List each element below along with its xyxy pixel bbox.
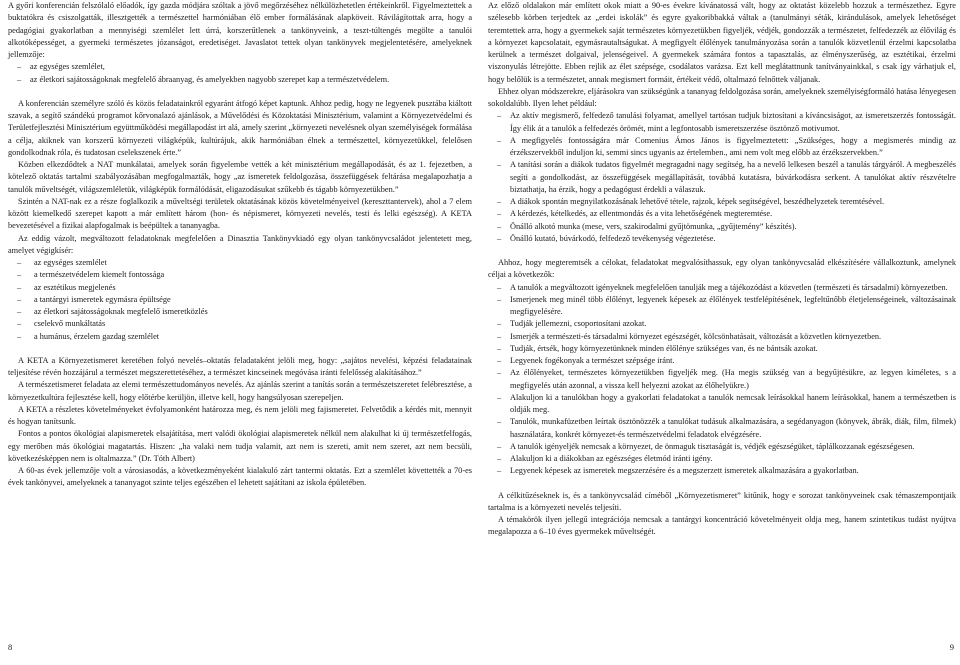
list-item: – Az élőlényeket, természetes környezetükben figyeljék meg. (Ha megis szükség van a begyűjtésükre, az legyen kíméletes, s a megfigyelés után azonnal, a vissza kell helyezni azokat az élőhelyükre.) [510, 367, 956, 392]
list-item: – A tanítási során a diákok tudatos figyelmét megragadni nagy segítség, ha a nevelő lelkesen beszél a tanulás tárgyáról. A megbeszélés segíti a gondolkodást, az összefüggések megállapítását, továbbá kutatásra, búvárkodásra serkent. A tanulókat aktív részvételre biztathatja, ha érzik, hogy a pedagógust érdekli a válaszuk. [510, 159, 956, 196]
list-item: – Ismerjenek meg minél több élőlényt, legyenek képesek az élőlények testfelépítésének, legfeltűnőbb életjelenségeinek, változásainak megfigyelésére. [510, 294, 956, 319]
paragraph: Az eddig vázolt, megváltozott feladatoknak megfelelően a Dinasztia Tankönyvkiadó egy olyan tankönyvcsaládot jelentetett meg, amelyet végigkísér: [8, 233, 472, 255]
list-item: – A tanulók a megváltozott igényeknek megfelelően tanulják meg a tájékozódást a közvetlen (természeti és társadalmi) környezetben. [510, 282, 956, 294]
list-item: – a tantárgyi ismeretek egymásra épültsége [34, 294, 472, 306]
paragraph: Közben elkezdődtek a NAT munkálatai, amelyek során figyelembe vették a két minisztérium megállapodását, és az 1. fejezetben, a kötelező oktatás tartalmi szabályozásában megfogalmazták, hogy „az ismeretek feldolgozása, összefüggések feltárása megalapozhatja a tanulók műveltségét, világszemléletük, világképük formálódását, eligazodásukat szűkebb és tágabb környezetükben.” [8, 160, 472, 194]
page-number: 9 [949, 641, 954, 652]
list-item: – a humánus, érzelem gazdag szemlélet [34, 331, 472, 343]
list-item: – A kérdezés, kételkedés, az ellentmondás és a vita lehetőségének megteremtése. [510, 208, 956, 220]
left-page [0, 0, 472, 665]
list-item: – Tudják, értsék, hogy környezetünknek minden élőlénye szükséges van, és ne bántsák azokat. [510, 343, 956, 355]
goals-list [488, 282, 956, 478]
paragraph: A természetismeret feladata az elemi természettudományos nevelés. Az ajánlás szerint a tanítás során a természetszeretet felébresztése, a környezetkultúra fejlesztése kell, hogy előtérbe kerüljön, illetve kell, hogy hangsúlyosan szerepeljen. [8, 380, 472, 402]
list-item: – Ismerjék a természeti-és társadalmi környezet egészségét, kölcsönhatásait, változását a közvetlen környezetben. [510, 331, 956, 343]
paragraph: A konferencián személyre szóló és közös feladatainkról egyaránt átfogó képet kaptunk. Ahhoz pedig, hogy ne legyenek pusztába kiáltott szavak, a segítő szándékú programot kőrvonalazó ajánlások, a Művelődési és Közoktatási Minisztérium, valamint a Környezetvédelmi és Területfejlesztési Minisztérium együttműködési megállapodást irt alá, amely szerint „környezeti nevelésnek olyan személyiségek formálása a célja, akiknek van korszerű környezeti világképük, kultúrájuk, akik harmóniában élnek a természettel, környezetükkel, felelősen gondolkodnak róla, és tudatosan cselekszenek érte.” [8, 98, 472, 157]
page-number: 8 [8, 641, 13, 652]
paragraph: Fontos a pontos ökológiai alapismeretek elsajátítása, mert valódi ökológiai alapismeretek nélkül nem alakulhat ki új természetfelfogás, egy merőben más ökológiai magatartás. Hiszen: „ha valaki nem tudja valamit, azt nem is szereti, amit nem szeret, azt nem becsüli, következésképpen nem is oltalmazza.” (Dr. Tóth Albert) [8, 429, 472, 463]
list-item: – Alakuljon ki a diákokban az egészséges életmód iránti igény. [510, 453, 956, 465]
paragraph: A témakörök ilyen jellegű integrációja nemcsak a tantárgyi koncentráció követelményeit oldja meg, hanem szintetikus tudást nyújtva megalapozza a 6–10 éves gyermekek műveltségét. [488, 515, 956, 537]
list-item: – a természetvédelem kiemelt fontossága [34, 269, 472, 281]
paragraph: A KETA a részletes követelményeket évfolyamonként határozza meg, és nem jelöli meg fajismeretet. Felvetődik a kérdés mit, mennyit és hogyan tanítsunk. [8, 404, 472, 426]
paragraph: A 60-as évek jellemzője volt a városiasodás, a következményeként kialakuló zárt tantermi oktatás. Ezt a szemlélet követtették a 70-es évek tankönyvei, amelyeknek a tananyagot szinte teljes egészében el lehetett sajátítani az iskola épületében. [8, 466, 472, 488]
list-item: – cselekvő munkáltatás [34, 318, 472, 330]
list-item: – A diákok spontán megnyilatkozásának lehetővé tétele, rajzok, képek segítségével, beszédhelyzetek teremtésével. [510, 196, 956, 208]
paragraph: Az előző oldalakon már említett okok miatt a 90-es évekre kívánatossá vált, hogy az oktatást közelebb hozzuk a természethez. Egyre szélesebb körben terjedtek az „erdei iskolák” és egyre gyakoribbakká váltak a (tanulmányi séták, kirándulások, amelyek lehetőséget teremtettek arra, hogy a gyermekek saját természetes környezetükben figyeljék, védjék, gondozzák a természetet, felfedezzék az élővilág és a környezet kapcsolatait, egymásrautaltságukat. A megfigyelt élőlények tanulmányozása során a tanulók közvetlenül érzelmi kapcsolatba kerülnek a természet dolgaival, jelenségeivel. A gyermekek számára fontos a tapasztalás, az élményszerűség, az esztétikai, érzelmi viszonyulás létrejötte. Ebben rejlik az élet szépsége, csodálatos varázsa. Ezt kell meglátattnunk tanítványainkkal, s csak így várhatjuk el, hogy belőlük is a természetet, annak megismert formáit, értékeit védő, oltalmazó felnőttek váljanak. [488, 1, 956, 84]
right-page [488, 0, 960, 665]
paragraph: Ehhez olyan módszerekre, eljárásokra van szükségünk a tananyag feldolgozása során, amelyeknek személyiségformáló hatása lényegesen sokoldalúbb. Ilyen lehet például: [488, 86, 956, 108]
list-item: – A megfigyelés fontosságára már Comenius Ámos János is figyelmeztetett: „Szükséges, hogy a megismerés mindig az érzékszervekből induljon ki, semmi sincs ugyanis az értelemben., ami nem volt meg előbb az érzékszervekben.” [510, 135, 956, 160]
list-item: – az egységes szemlélet [34, 257, 472, 269]
textbook-family-list [8, 257, 472, 343]
list-item: – Legyenek fogékonyak a természet szépsége iránt. [510, 355, 956, 367]
list-item: – az életkori sajátosságoknak megfelelő ismeretközlés [34, 306, 472, 318]
list-item: – az esztétikus megjelenés [34, 282, 472, 294]
list-item: – Önálló kutató, búvárkodó, felfedező tevékenység végeztetése. [510, 233, 956, 245]
paragraph: A győri konferencián felszólaló előadók, így gazda módjára szóltak a jövő megőrzéséhez nélkülözhetetlen értékeinkről. Figyelmeztettek a buktatókra és csiszolgatták, illesztgették a természettel harmóniában élő ember formálásának alapköveit. Rávilágítottak arra, hogy a pedagógiai gyakorlatban a mennyiségi szemlélet lett úrrá, korszerűtlenek a tankönyveink, a teszt-túltengés megölte a tanulói alkotóképességet, a gyermeki természetes józanságot, eredetiséget. Javaslatot tettek olyan tankönyvek megjelentetésére, amelyeknek jellemzője: [8, 1, 472, 59]
paragraph: A célkitűzéseknek is, és a tankönyvcsalád címéből „Környezetismeret” kitűnik, hogy e sorozat tankönyveinek csak témaszempontjaik tartalma is a környezeti nevelés teljesíti. [488, 490, 956, 512]
list-item: – Legyenek képesek az ismeretek megszerzésére és a megszerzett ismeretek alkalmazására a gyakorlatban. [510, 465, 956, 477]
list-item: – A tanulók igényeljék nemcsak a környezet, de önmaguk tisztaságát is, védjék egészségüket, táplálkozzanak egészségesen. [510, 441, 956, 453]
paragraph: Ahhoz, hogy megteremtsék a célokat, feladatokat megvalósíthassuk, egy olyan tankönyvcsalád elkészítésére vállalkoztunk, amelynek céljai a következők: [488, 258, 956, 280]
list-item: – Tudják jellemezni, csoportosítani azokat. [510, 318, 956, 330]
paragraph: Szintén a NAT-nak ez a része foglalkozik a műveltségi területek oktatásának közös követelményeivel (kereszttantervek), ahol a 7 elem között kiemelkedő szerepet kapott a már említett három (hon- és népismeret, környezeti nevelés, testi és lelki egészség). A KETA bevezetésével a fizikai alapfogalmak is beépültek a tananyagba. [8, 196, 472, 231]
paragraph: A KETA a Környezetismeret keretében folyó nevelés–oktatás feladataként jelöli meg, hogy: „sajátos nevelési, képzési feladatainak teljesítése révén hozzájárul a természet megszerettetéséhez, a természet kincseinek megóvása iránti felelősség alakításához.” [8, 355, 472, 377]
methods-list [488, 110, 956, 245]
list-item: – az életkori sajátosságoknak megfelelő ábraanyag, és amelyekben nagyobb szerepet kap a természetvédelem. [30, 74, 472, 86]
list-item: – Önálló alkotó munka (mese, vers, szakirodalmi gyűjtömunka, „gyűjtemény” készítés). [510, 221, 956, 233]
list-item: – Az aktív megismerő, felfedező tanulási folyamat, amellyel tartósan tudjuk biztosítani a kíváncsiságot, az ismeretszerzés fontosságát. Így élik át a tanulók a felfedezés örömét, mint a legfontosabb ismeretszerzése ösztönző motivumot. [510, 110, 956, 135]
list-item: – Tanulók, munkafüzetben leírtak ösztönözzék a tanulókat tudásuk alkalmazására, a segédanyagon (könyvek, ábrák, diák, film, filmek) használatára, konkrét környezet-és természetvédelmi feladatok elvégzésére. [510, 416, 956, 441]
list-item: – az egységes szemlélet, [30, 61, 472, 73]
list-item: – Alakuljon ki a tanulókban hogy a gyakorlati feladatokat a tanulók nemcsak leírásokkal hanem leírásokkal, hanem a természetben is oldják meg. [510, 392, 956, 417]
characteristics-list [8, 61, 472, 86]
